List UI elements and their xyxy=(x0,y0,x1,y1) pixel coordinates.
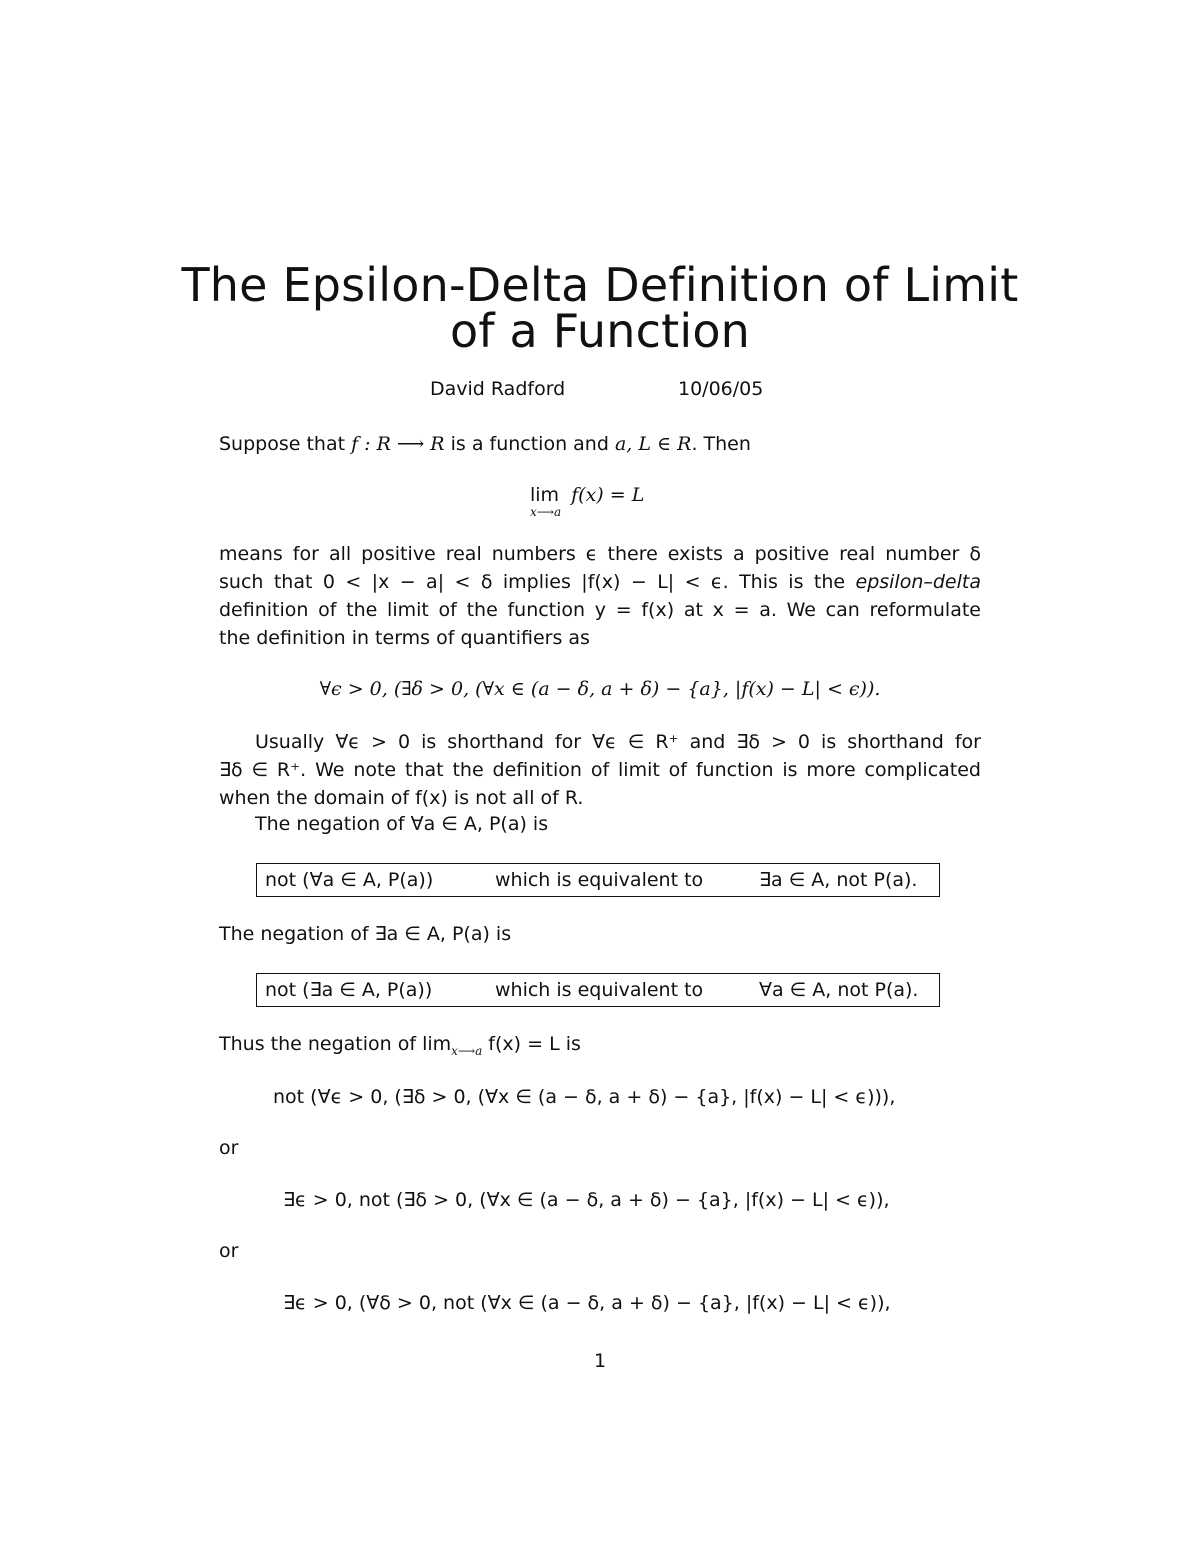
thus-subscript: x⟶a xyxy=(451,1043,483,1058)
limit-subscript: x⟶a xyxy=(530,505,562,519)
negation-forall-intro: The negation of ∀a ∈ A, P(a) is xyxy=(255,813,549,835)
definition-paragraph xyxy=(219,540,981,652)
intro-text-1: Suppose that xyxy=(219,433,352,455)
box1-right: ∃a ∈ A, not P(a). xyxy=(759,869,918,891)
usually-line-2: ∃δ ∈ R⁺. We note that the definition of limit of function is more complicated xyxy=(219,759,981,781)
limit-expression: f(x) = L xyxy=(571,484,645,506)
box1-middle: which is equivalent to xyxy=(495,869,704,891)
box2-left: not (∃a ∈ A, P(a)) xyxy=(265,979,433,1001)
negation-formula-2: ∃ϵ > 0, not (∃δ > 0, (∀x ∈ (a − δ, a + δ) − {a}, |f(x) − L| < ϵ)), xyxy=(283,1189,890,1211)
quantifier-formula: ∀ϵ > 0, (∃δ > 0, (∀x ∈ (a − δ, a + δ) − {a}, |f(x) − L| < ϵ)). xyxy=(319,678,881,700)
negation-formula-1: not (∀ϵ > 0, (∃δ > 0, (∀x ∈ (a − δ, a + δ) − {a}, |f(x) − L| < ϵ))), xyxy=(273,1086,896,1108)
definition-line-3: definition of the limit of the function y = f(x) at x = a. We can reformulate xyxy=(219,599,981,621)
title-line-1: The Epsilon-Delta Definition of Limit xyxy=(181,258,1019,312)
definition-line-1: means for all positive real numbers ϵ there exists a positive real number δ xyxy=(219,543,981,565)
box2-right: ∀a ∈ A, not P(a). xyxy=(759,979,919,1001)
epsilon-delta-emphasis: epsilon–delta xyxy=(855,571,981,593)
negation-formula-3: ∃ϵ > 0, (∀δ > 0, not (∀x ∈ (a − δ, a + δ) − {a}, |f(x) − L| < ϵ)), xyxy=(283,1292,891,1314)
or-2: or xyxy=(219,1240,239,1262)
intro-sentence xyxy=(219,433,751,455)
usually-line-1: Usually ∀ϵ > 0 is shorthand for ∀ϵ ∈ R⁺ and ∃δ > 0 is shorthand for xyxy=(255,731,981,753)
negation-exists-box xyxy=(256,973,940,1007)
title-line-2: of a Function xyxy=(449,304,751,358)
thus-line xyxy=(219,1033,581,1058)
intro-math-aL: a, L ∈ R xyxy=(614,433,692,455)
box1-left: not (∀a ∈ A, P(a)) xyxy=(265,869,434,891)
intro-math-map: f : R ⟶ R xyxy=(351,433,445,455)
definition-line-2 xyxy=(219,568,981,596)
box2-middle: which is equivalent to xyxy=(495,979,704,1001)
negation-exists-intro: The negation of ∃a ∈ A, P(a) is xyxy=(219,923,512,945)
intro-text-2: is a function and xyxy=(444,433,615,455)
definition-line-2-text: such that 0 < |x − a| < δ implies |f(x) − L| < ϵ. This is the xyxy=(219,571,856,593)
usually-paragraph xyxy=(219,728,981,812)
page-number: 1 xyxy=(593,1350,607,1372)
lim-operator: lim xyxy=(530,484,560,506)
thus-suffix: f(x) = L is xyxy=(482,1033,581,1055)
thus-prefix: Thus the negation of lim xyxy=(219,1033,452,1055)
usually-line-3: when the domain of f(x) is not all of R. xyxy=(219,787,584,809)
negation-forall-box xyxy=(256,863,940,897)
intro-text-3: . Then xyxy=(691,433,751,455)
or-1: or xyxy=(219,1137,239,1159)
definition-line-4: the definition in terms of quantifiers as xyxy=(219,627,590,649)
author: David Radford xyxy=(430,378,566,400)
limit-display xyxy=(530,484,644,506)
date: 10/06/05 xyxy=(678,378,764,400)
